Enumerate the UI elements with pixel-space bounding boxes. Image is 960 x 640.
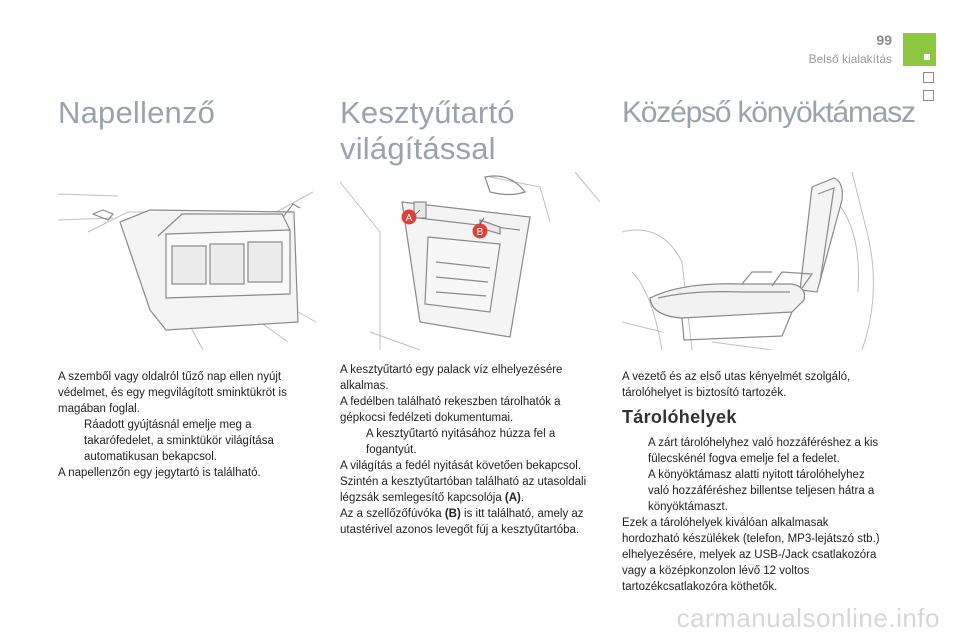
section-title: Belső kialakítás [808, 52, 892, 66]
paragraph: A vezető és az első utas kényelmét szolgáló, tárolóhelyet is biztosító tartozék. [622, 371, 851, 399]
bullet-item [340, 426, 602, 458]
title-glovebox [340, 95, 515, 167]
paragraph: A szemből vagy oldalról tűző nap ellen nyújt védelmet, és egy megvilágított sminktükröt is magában foglal. [58, 371, 287, 415]
chapter-tab [923, 72, 934, 83]
subheading-storage: Tárolóhelyek [622, 407, 737, 427]
bullet-item [622, 467, 887, 515]
paragraph: A kesztyűtartó egy palack víz elhelyezésére alkalmas. [340, 364, 563, 392]
paragraph: A fedélben található rekeszben tárolhatók a gépkocsi fedélzeti dokumentumai. [340, 396, 561, 424]
sun-visor-text [58, 369, 313, 481]
armrest-text [622, 369, 887, 595]
title-line: világítással [340, 131, 496, 166]
paragraph: A világítás a fedél nyitását követően bekapcsol. [340, 460, 582, 472]
page-number: 99 [876, 32, 892, 48]
label-b: B [476, 227, 484, 238]
paragraph [340, 474, 602, 506]
bullet-item [58, 417, 313, 465]
chapter-tab-active [903, 33, 936, 66]
bullet-text: A zárt tárolóhelyhez való hozzáféréshez a kis fülecskénél fogva emelje fel a fedelet. [648, 437, 879, 465]
chapter-tab [923, 90, 934, 101]
glovebox-illustration [340, 172, 600, 350]
sun-visor-illustration [58, 172, 318, 350]
glovebox-text [340, 362, 602, 538]
bullet-text: A könyöktámasz alatti nyitott tárolóhelyhez való hozzáféréshez billentse teljesen hátra a könyöktámaszt. [648, 469, 875, 513]
watermark: carmanualsonline.info [676, 603, 940, 633]
title-sun-visor: Napellenző [58, 95, 216, 130]
bullet-text: Ráadott gyújtásnál emelje meg a takarófedelet, a sminktükör világítása automatikusan bekapcsol. [84, 419, 274, 463]
paragraph: A napellenzőn egy jegytartó is található. [58, 467, 261, 479]
bullet-item [622, 435, 887, 467]
text-run: Az a szellőzőfúvóka [340, 508, 445, 520]
armrest-illustration [622, 172, 882, 350]
paragraph: Ezek a tárolóhelyek kiválóan alkalmasak hordozható készülékek (telefon, MP3-lejátszó stb.) elhelyezésére, melyek az USB-/Jack csatlakozóra vagy a középkonzolon lévő 12 voltos tartozékcsatlakozóra köthetők. [622, 517, 880, 593]
switch-reference: (A) [504, 492, 521, 504]
paragraph [340, 506, 602, 538]
text-run: . [520, 492, 525, 504]
title-line: Kesztyűtartó [340, 95, 515, 130]
vent-reference: (B) [444, 508, 461, 520]
bullet-text: A kesztyűtartó nyitásához húzza fel a fogantyút. [366, 428, 556, 456]
text-run: Szintén a kesztyűtartóban található az utasoldali légzsák semlegesítő kapcsolója [340, 476, 587, 504]
label-a: A [405, 213, 413, 224]
text-run: is itt található, amely az utastérivel azonos levegőt fúj a kesztyűtartóba. [340, 508, 584, 536]
title-armrest: Középső könyöktámasz [622, 96, 915, 129]
